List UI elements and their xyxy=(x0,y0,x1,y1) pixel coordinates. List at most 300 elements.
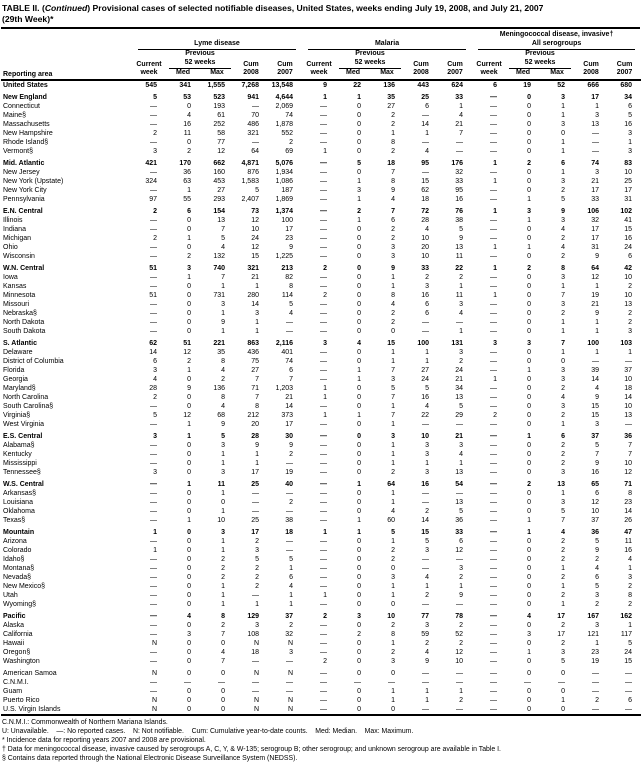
value-cell: — xyxy=(150,498,157,506)
value-cell: — xyxy=(150,216,157,224)
value-cell: 1 xyxy=(628,348,633,356)
value-cell: 2 xyxy=(595,696,600,704)
value-cell: 3 xyxy=(459,300,464,308)
title-part2: ) Provisional cases of selected notifiable diseases, United States, weeks ending July 19, 2008, and July 21, 2007 xyxy=(87,3,544,13)
value-cell: 0 xyxy=(527,507,532,515)
value-cell: 1 xyxy=(323,93,328,101)
value-cell: 7 xyxy=(595,450,600,458)
value-cell: — xyxy=(320,573,328,581)
value-cell: 0 xyxy=(187,318,191,326)
value-cell: 1 xyxy=(391,591,396,599)
value-cell: 1 xyxy=(221,546,225,554)
value-cell: 401 xyxy=(281,348,294,356)
value-cell: 1 xyxy=(391,639,396,647)
reporting-area-cell: Pacific xyxy=(3,612,26,620)
value-cell: 13 xyxy=(455,393,464,401)
value-cell: 33 xyxy=(421,264,430,272)
table-row xyxy=(1,687,641,696)
reporting-area-cell: Wyoming§ xyxy=(3,600,37,608)
value-cell: 2 xyxy=(391,555,396,563)
value-cell: 29 xyxy=(455,411,464,419)
value-cell: 1 xyxy=(561,327,566,335)
value-cell: 2 xyxy=(391,468,396,476)
value-cell: 65 xyxy=(591,480,600,488)
value-cell: 0 xyxy=(357,234,362,242)
value-cell: 0 xyxy=(357,420,362,428)
value-cell: 1 xyxy=(425,582,430,590)
reporting-area-cell: Mountain xyxy=(3,528,35,536)
value-cell: — xyxy=(320,309,328,317)
value-cell: 2 xyxy=(255,537,259,545)
value-cell: 1 xyxy=(187,420,191,428)
value-cell: 131 xyxy=(451,339,464,347)
value-cell: 1 xyxy=(527,528,532,536)
value-cell: 0 xyxy=(527,498,532,506)
value-cell: 28 xyxy=(149,384,157,392)
value-cell: 9 xyxy=(221,318,225,326)
value-cell: 1 xyxy=(391,129,396,137)
value-cell: 0 xyxy=(357,120,362,128)
value-cell: — xyxy=(490,528,498,536)
value-cell: 25 xyxy=(421,93,430,101)
value-cell: 4,871 xyxy=(241,159,259,167)
value-cell: — xyxy=(320,177,328,185)
value-cell: 2,069 xyxy=(275,102,294,110)
value-cell: — xyxy=(150,621,157,629)
footnote-line: † Data for meningococcal disease, invasive caused by serogroups A, C, Y, & W-135; serogroup B; other serogroup; and unknown serogroup are available in Table I. xyxy=(2,745,501,753)
value-cell: 16 xyxy=(421,480,430,488)
table-row xyxy=(1,252,641,261)
malaria-label-line2: Malaria xyxy=(374,39,400,47)
value-cell: 5 xyxy=(391,528,396,536)
value-cell: 14 xyxy=(591,375,600,383)
value-cell: 11 xyxy=(455,252,464,260)
value-cell: — xyxy=(592,678,600,686)
value-cell: — xyxy=(625,678,633,686)
value-cell: 22 xyxy=(421,411,430,419)
value-cell: 62 xyxy=(149,339,157,347)
value-cell: 27 xyxy=(251,366,259,374)
value-cell: 0 xyxy=(187,468,191,476)
value-cell: 10 xyxy=(624,402,633,410)
value-cell: 486 xyxy=(247,120,259,128)
value-cell: 2 xyxy=(527,480,532,488)
value-cell: 8 xyxy=(221,393,225,401)
value-cell: — xyxy=(150,120,157,128)
value-cell: — xyxy=(592,357,600,365)
value-cell: 1 xyxy=(595,282,600,290)
value-cell: 3 xyxy=(561,300,566,308)
value-cell: 0 xyxy=(357,468,362,476)
value-cell: 15 xyxy=(387,339,396,347)
value-cell: 0 xyxy=(527,669,532,677)
value-cell: 863 xyxy=(247,339,259,347)
mening-group-header xyxy=(472,29,641,50)
value-cell: — xyxy=(456,420,464,428)
value-cell: 0 xyxy=(187,696,191,704)
value-cell: — xyxy=(490,273,498,281)
value-cell: — xyxy=(150,318,157,326)
value-cell: 5 xyxy=(153,411,157,419)
value-cell: 78 xyxy=(455,612,464,620)
value-cell: 15 xyxy=(251,252,259,260)
value-cell: 1 xyxy=(561,348,566,356)
value-cell: — xyxy=(150,111,157,119)
value-cell: 27 xyxy=(217,186,225,194)
reporting-area-cell: Kentucky xyxy=(3,450,32,458)
value-cell: 15 xyxy=(624,225,633,233)
value-cell: 0 xyxy=(187,327,191,335)
value-cell: 1 xyxy=(493,159,498,167)
value-cell: — xyxy=(286,327,294,335)
value-cell: 16 xyxy=(624,234,633,242)
value-cell: 52 xyxy=(455,630,464,638)
value-cell: N xyxy=(253,696,259,704)
value-cell: — xyxy=(286,546,294,554)
value-cell: 2 xyxy=(459,639,464,647)
table-row xyxy=(1,621,641,630)
reporting-area-cell: New Jersey xyxy=(3,168,40,176)
value-cell: 26 xyxy=(624,516,633,524)
table-row xyxy=(1,489,641,498)
value-cell: 7 xyxy=(391,393,396,401)
value-cell: 5 xyxy=(221,234,225,242)
value-cell: 3 xyxy=(425,282,430,290)
value-cell: 21 xyxy=(285,393,294,401)
value-cell: — xyxy=(320,582,328,590)
value-cell: 51 xyxy=(183,339,191,347)
value-cell: 17 xyxy=(251,468,259,476)
value-cell: 1 xyxy=(493,243,498,251)
value-cell: 1 xyxy=(187,432,191,440)
value-cell: 5 xyxy=(221,432,225,440)
value-cell: 1 xyxy=(561,489,566,497)
value-cell: 1 xyxy=(595,348,600,356)
value-cell: 3 xyxy=(221,441,225,449)
value-cell: 4 xyxy=(425,147,430,155)
table-row xyxy=(1,339,641,348)
table-row xyxy=(1,273,641,282)
value-cell: 6 xyxy=(595,573,600,581)
value-cell: 63 xyxy=(183,177,191,185)
value-cell: 1 xyxy=(187,234,191,242)
value-cell: 9 xyxy=(221,420,225,428)
value-cell: 0 xyxy=(527,93,532,101)
value-cell: 7 xyxy=(221,630,225,638)
value-cell: 3 xyxy=(561,177,566,185)
value-cell: 0 xyxy=(187,225,191,233)
value-cell: 6 xyxy=(628,252,633,260)
value-cell: 0 xyxy=(357,225,362,233)
value-cell: 121 xyxy=(587,630,600,638)
value-cell: 0 xyxy=(370,705,404,715)
value-cell: 117 xyxy=(620,630,633,638)
table-row xyxy=(1,264,641,273)
value-cell: — xyxy=(150,327,157,335)
value-cell: 160 xyxy=(213,168,225,176)
value-cell: 5 xyxy=(153,93,157,101)
value-cell: 17 xyxy=(591,225,600,233)
value-cell: 0 xyxy=(187,441,191,449)
value-cell: 14 xyxy=(624,507,633,515)
value-cell: — xyxy=(320,630,328,638)
value-cell: 1 xyxy=(391,450,396,458)
value-cell: 1 xyxy=(527,648,532,656)
value-cell: 1 xyxy=(493,207,498,215)
value-cell: 16 xyxy=(455,195,464,203)
value-cell: — xyxy=(302,705,336,715)
value-cell: 10 xyxy=(624,459,633,467)
value-cell: 2 xyxy=(391,309,396,317)
value-cell: 1 xyxy=(357,411,362,419)
value-cell: 162 xyxy=(620,612,633,620)
value-cell: 0 xyxy=(527,327,532,335)
value-cell: 2 xyxy=(561,309,566,317)
value-cell: 6 xyxy=(561,432,566,440)
value-cell: — xyxy=(218,678,225,686)
value-cell: 9 xyxy=(595,459,600,467)
value-cell: 3 xyxy=(561,402,566,410)
mening-current-week-header: Current week xyxy=(472,50,506,80)
value-cell: 0 xyxy=(527,402,532,410)
value-cell: 1 xyxy=(323,147,328,155)
value-cell: 740 xyxy=(213,264,225,272)
value-cell: 2 xyxy=(153,129,157,137)
value-cell: 2 xyxy=(561,555,566,563)
value-cell: 4 xyxy=(221,243,225,251)
reporting-area-cell: Illinois xyxy=(3,216,23,224)
value-cell: 6 xyxy=(459,537,464,545)
value-cell: — xyxy=(490,393,498,401)
value-cell: 0 xyxy=(221,639,225,647)
value-cell: — xyxy=(490,282,498,290)
value-cell: 16 xyxy=(421,291,430,299)
value-cell: 3 xyxy=(459,441,464,449)
value-cell: 5 xyxy=(255,555,259,563)
value-cell: 3 xyxy=(425,450,430,458)
value-cell: 0 xyxy=(391,327,396,335)
value-cell: 34 xyxy=(455,384,464,392)
value-cell: 1,878 xyxy=(275,120,294,128)
value-cell: 2 xyxy=(187,147,191,155)
value-cell: 3 xyxy=(391,375,396,383)
table-row xyxy=(1,147,641,156)
value-cell: 0 xyxy=(357,282,362,290)
reporting-area-cell: Hawaii xyxy=(3,639,25,647)
value-cell: — xyxy=(286,459,294,467)
value-cell: 25 xyxy=(251,516,259,524)
value-cell: 0 xyxy=(527,252,532,260)
value-cell: 17 xyxy=(591,234,600,242)
value-cell: 69 xyxy=(285,147,294,155)
value-cell: — xyxy=(490,564,498,572)
value-cell: 0 xyxy=(357,327,362,335)
value-cell: 6 xyxy=(391,216,396,224)
value-cell: N xyxy=(287,639,294,647)
table-row xyxy=(1,555,641,564)
value-cell: 1 xyxy=(255,282,259,290)
value-cell: 12 xyxy=(251,243,259,251)
reporting-area-cell: West Virginia xyxy=(3,420,44,428)
lyme-current-week-header: Current week xyxy=(132,50,166,80)
value-cell: 7 xyxy=(459,129,464,137)
value-cell: 0 xyxy=(221,669,225,677)
lyme-med-header: Med xyxy=(166,69,200,80)
value-cell: 6 xyxy=(425,102,430,110)
value-cell: 0 xyxy=(187,582,191,590)
value-cell: 100 xyxy=(281,216,294,224)
value-cell: 1 xyxy=(289,564,294,572)
value-cell: 2 xyxy=(391,621,396,629)
table-title xyxy=(1,2,640,29)
value-cell: — xyxy=(490,186,498,194)
value-cell: — xyxy=(490,546,498,554)
value-cell: 11 xyxy=(217,480,225,488)
value-cell: — xyxy=(490,516,498,524)
value-cell: 0 xyxy=(357,384,362,392)
table-row xyxy=(1,111,641,120)
value-cell: 1 xyxy=(561,102,566,110)
value-cell: 114 xyxy=(281,291,294,299)
reporting-area-cell: Maryland§ xyxy=(3,384,36,392)
value-cell: 0 xyxy=(357,309,362,317)
value-cell: — xyxy=(320,507,328,515)
value-cell: 1 xyxy=(527,516,532,524)
value-cell: 0 xyxy=(187,564,191,572)
table-row xyxy=(1,420,641,429)
table-row xyxy=(1,507,641,516)
value-cell: 21 xyxy=(455,375,464,383)
value-cell: — xyxy=(252,489,259,497)
value-cell: — xyxy=(490,102,498,110)
reporting-area-cell: Guam xyxy=(3,687,23,695)
value-cell: 0 xyxy=(357,393,362,401)
value-cell: — xyxy=(320,366,328,374)
value-cell: 1 xyxy=(187,186,191,194)
reporting-area-cell: Utah xyxy=(3,591,18,599)
value-cell: 1 xyxy=(561,168,566,176)
value-cell: — xyxy=(456,318,464,326)
value-cell: 1 xyxy=(187,516,191,524)
value-cell: 1 xyxy=(323,411,328,419)
value-cell: 1 xyxy=(628,138,633,146)
value-cell: 1 xyxy=(391,582,396,590)
value-cell: — xyxy=(286,678,294,686)
value-cell: 2 xyxy=(323,657,328,665)
value-cell: 193 xyxy=(213,102,225,110)
value-cell: 1 xyxy=(595,639,600,647)
value-cell: 77 xyxy=(217,138,225,146)
value-cell: — xyxy=(625,669,633,677)
value-cell: 0 xyxy=(527,273,532,281)
value-cell: N xyxy=(132,705,166,715)
value-cell: 71 xyxy=(251,384,259,392)
value-cell: 4,644 xyxy=(275,93,294,101)
table-row xyxy=(1,696,641,705)
reporting-area-cell: Massachusetts xyxy=(3,120,50,128)
value-cell: 252 xyxy=(213,120,225,128)
value-cell: 0 xyxy=(527,582,532,590)
value-cell: 2 xyxy=(595,600,600,608)
value-cell: 14 xyxy=(285,402,294,410)
value-cell: — xyxy=(320,621,328,629)
value-cell: 1 xyxy=(595,102,600,110)
value-cell: 170 xyxy=(179,159,191,167)
value-cell: 0 xyxy=(527,591,532,599)
value-cell: — xyxy=(490,402,498,410)
value-cell: — xyxy=(490,498,498,506)
value-cell: 2 xyxy=(628,309,633,317)
value-cell: — xyxy=(320,111,328,119)
reporting-area-cell: Arkansas§ xyxy=(3,489,37,497)
reporting-area-cell: Alaska xyxy=(3,621,25,629)
value-cell: — xyxy=(422,318,430,326)
reporting-area-cell: Washington xyxy=(3,657,40,665)
value-cell: — xyxy=(490,687,498,695)
value-cell: 0 xyxy=(357,432,362,440)
value-cell: — xyxy=(150,138,157,146)
value-cell: 1 xyxy=(221,537,225,545)
value-cell: 421 xyxy=(145,159,157,167)
value-cell: 25 xyxy=(624,177,633,185)
value-cell: 1 xyxy=(527,216,532,224)
value-cell: 1 xyxy=(425,348,430,356)
table-row xyxy=(1,630,641,639)
value-cell: 62 xyxy=(421,186,430,194)
value-cell: 8 xyxy=(628,591,633,599)
value-cell: 2 xyxy=(561,459,566,467)
table-header xyxy=(1,29,641,80)
value-cell: 0 xyxy=(357,291,362,299)
value-cell: 1 xyxy=(628,564,633,572)
value-cell: 13 xyxy=(624,300,633,308)
value-cell: 0 xyxy=(527,282,532,290)
value-cell: 1 xyxy=(425,459,430,467)
value-cell: 12 xyxy=(217,147,225,155)
value-cell: 18 xyxy=(624,384,633,392)
value-cell: — xyxy=(150,600,157,608)
value-cell: 5 xyxy=(595,537,600,545)
value-cell: 2 xyxy=(561,546,566,554)
value-cell: 21 xyxy=(251,273,259,281)
value-cell: — xyxy=(422,111,430,119)
value-cell: 13 xyxy=(455,243,464,251)
value-cell: 14 xyxy=(251,300,259,308)
value-cell: — xyxy=(320,600,328,608)
value-cell: 19 xyxy=(591,657,600,665)
value-cell: 0 xyxy=(527,318,532,326)
value-cell: 0 xyxy=(561,129,566,137)
value-cell: 1 xyxy=(357,516,362,524)
value-cell: 1 xyxy=(561,318,566,326)
value-cell: — xyxy=(150,507,157,515)
value-cell: 1 xyxy=(561,582,566,590)
value-cell: — xyxy=(422,564,430,572)
value-cell: 2 xyxy=(391,120,396,128)
value-cell: — xyxy=(252,687,259,695)
value-cell: 9 xyxy=(595,252,600,260)
value-cell: 1 xyxy=(459,327,464,335)
value-cell: — xyxy=(625,687,633,695)
mening-cum-2007-header: Cum 2007 xyxy=(608,50,641,80)
value-cell: — xyxy=(490,252,498,260)
value-cell: 0 xyxy=(527,291,532,299)
value-cell: 19 xyxy=(523,81,532,89)
lyme-previous-52-header: Previous 52 weeks xyxy=(166,50,234,69)
value-cell: 0 xyxy=(357,555,362,563)
value-cell: 1 xyxy=(391,687,396,695)
table-row xyxy=(1,528,641,537)
